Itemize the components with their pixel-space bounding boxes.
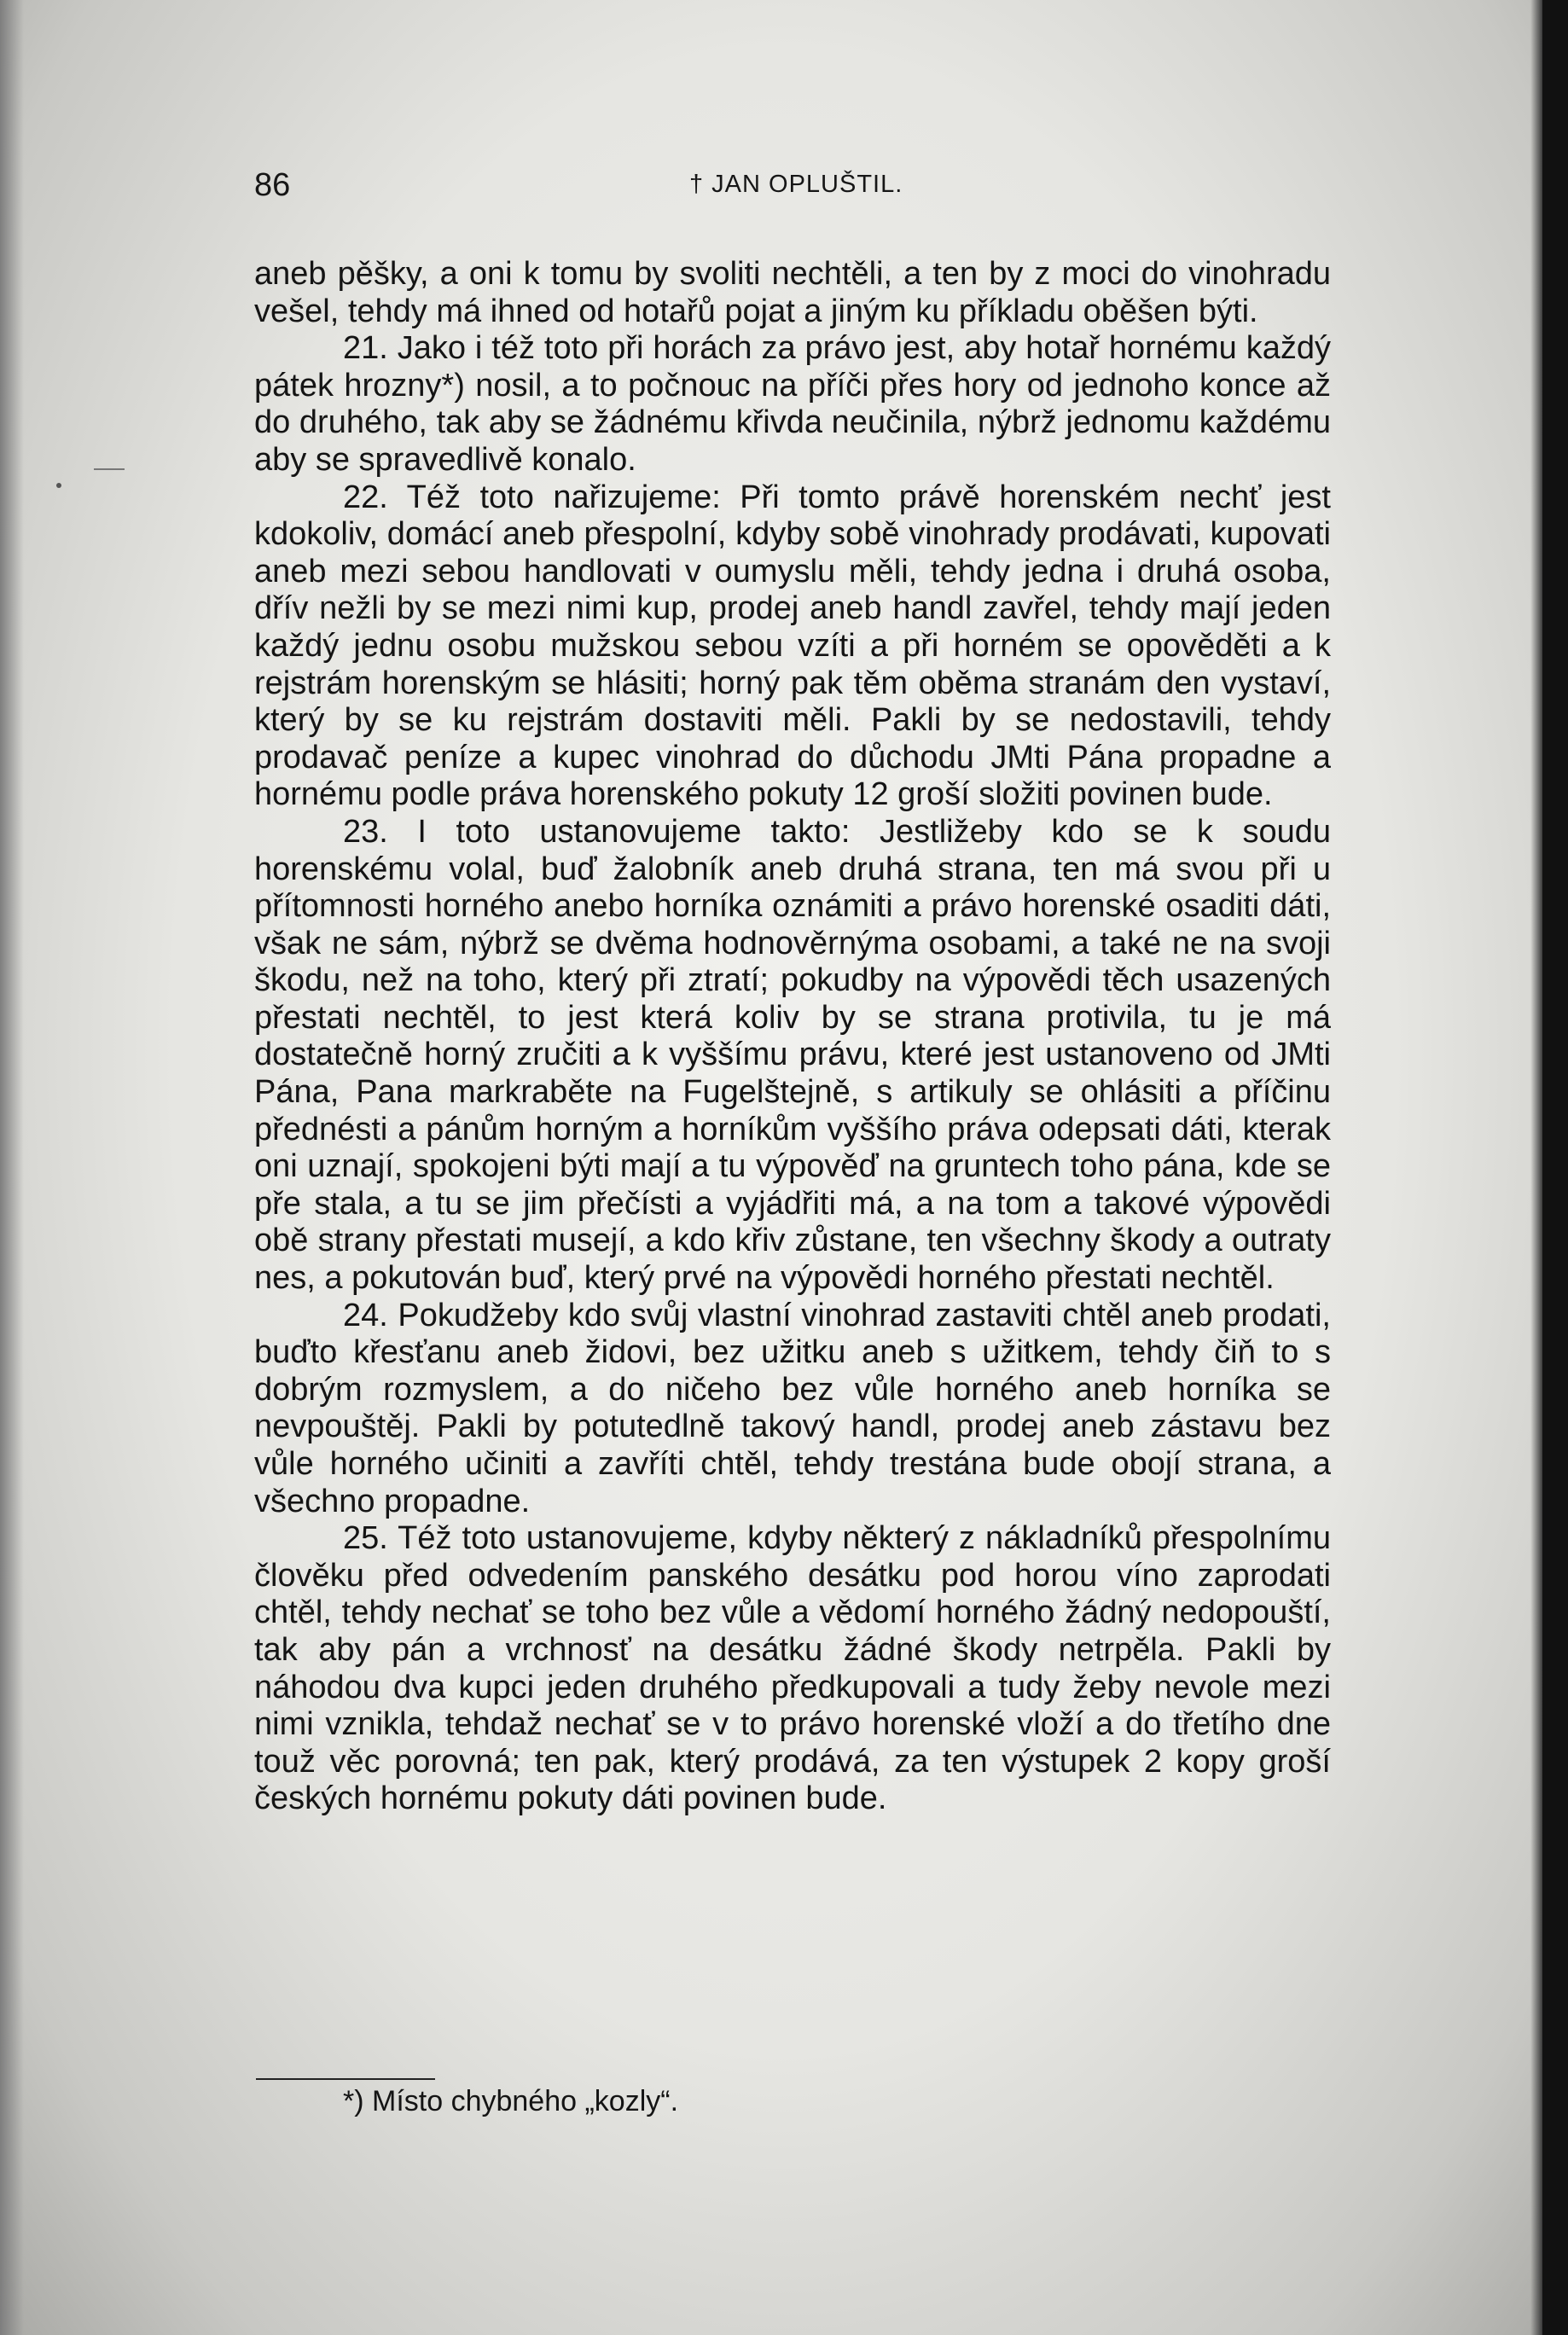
paragraph-24: 24. Pokudžeby kdo svůj vlastní vinohrad zastaviti chtěl aneb prodati, buďto křesťanu aneb židovi, bez užitku aneb s užitkem, tehdy čiň to s dobrým rozmyslem, a do ničeho bez vůle horného aneb horníka se nevpouštěj. Pakli by potutedlně takový handl, prodej aneb zástavu bez vůle horného učiniti a zavříti chtěl, tehdy trestána bude obojí strana, a všechno propadne. xyxy=(254,1297,1331,1519)
right-scan-border xyxy=(1542,0,1568,2335)
page-number: 86 xyxy=(254,167,291,203)
paragraph-25: 25. Též toto ustanovujeme, kdyby některý z nákladníků přespolnímu člověku před odvedením panského desátku pod horou víno zaprodati chtěl, tehdy nechať se toho bez vůle a vědomí horného žádný nedopouští, tak aby pán a vrchnosť na desátku žádné škody netrpěla. Pakli by náhodou dva kupci jeden druhého předkupovali a tudy žeby nevole mezi nimi vznikla, tehdaž nechať se v to právo horenské vloží a do třetího dne touž věc porovná; ten pak, který prodává, za ten výstupek 2 kopy groší českých hornému pokuty dáti povinen bude. xyxy=(254,1520,1331,1817)
margin-dot xyxy=(56,483,61,488)
margin-mark xyxy=(94,468,125,470)
page-header xyxy=(254,167,1329,210)
footnote: *) Místo chybného „kozly“. xyxy=(343,2085,679,2117)
body-text xyxy=(254,256,1331,1818)
paragraph-22: 22. Též toto nařizujeme: Při tomto právě horenském nechť jest kdokoliv, domácí aneb přespolní, kdyby sobě vinohrady prodávati, kupovati aneb mezi sebou handlovati v oumyslu měli, tehdy jedna i druhá osoba, dřív nežli by se mezi nimi kup, prodej aneb handl zavřel, tehdy mají jeden každý jednu osobu mužskou sebou vzíti a při horném se opověděti a k rejstrám horenským se hlásiti; horný pak těm oběma stranám den vystaví, který by se ku rejstrám dostaviti měli. Pakli by se nedostavili, tehdy prodavač peníze a kupec vinohrad do důchodu JMti Pána propadne a hornému podle práva horenského pokuty 12 groší složiti povinen bude. xyxy=(254,479,1331,813)
left-edge-shadow xyxy=(0,0,24,2335)
paragraph-continuation: aneb pěšky, a oni k tomu by svoliti nechtěli, a ten by z moci do vinohradu vešel, tehdy má ihned od hotařů pojat a jiným ku příkladu oběšen býti. xyxy=(254,256,1331,329)
paragraph-23: 23. I toto ustanovujeme takto: Jestližeby kdo se k soudu horenskému volal, buď žalobník aneb druhá strana, ten má svou při u přítomnosti horného anebo horníka oznámiti a právo horenské osaditi dáti, však ne sám, nýbrž se dvěma hodnověrnýma osobami, a také ne na svoji škodu, než na toho, který při ztratí; pokudby na výpovědi těch usazených přestati nechtěl, to jest která koliv by se strana protivila, tu je má dostatečně horný zručiti a k vyššímu právu, které jest ustanoveno od JMti Pána, Pana markraběte na Fugelštejně, s artikuly se ohlásiti a příčinu přednésti a pánům horným a horníkům vyššího práva odepsati dáti, kterak oni uznají, spokojeni býti mají a tu výpověď na gruntech toho pána, kde se pře stala, a tu se jim přečísti a vyjádřiti má, a na tom a takové výpovědi obě strany přestati musejí, a kdo křiv zůstane, ten všechny škody a outraty nes, a pokutován buď, který prvé na výpovědi horného přestati nechtěl. xyxy=(254,813,1331,1297)
right-edge-shadow xyxy=(1530,0,1542,2335)
paragraph-21: 21. Jako i též toto při horách za právo jest, aby hotař hornému každý pátek hrozny*) nosil, a to počnouc na příči přes hory od jednoho konce až do druhého, tak aby se žádnému křivda neučinila, nýbrž jednomu každému aby se spravedlivě konalo. xyxy=(254,330,1331,478)
footnote-divider xyxy=(256,2078,435,2080)
running-head: † JAN OPLUŠTIL. xyxy=(689,171,903,198)
